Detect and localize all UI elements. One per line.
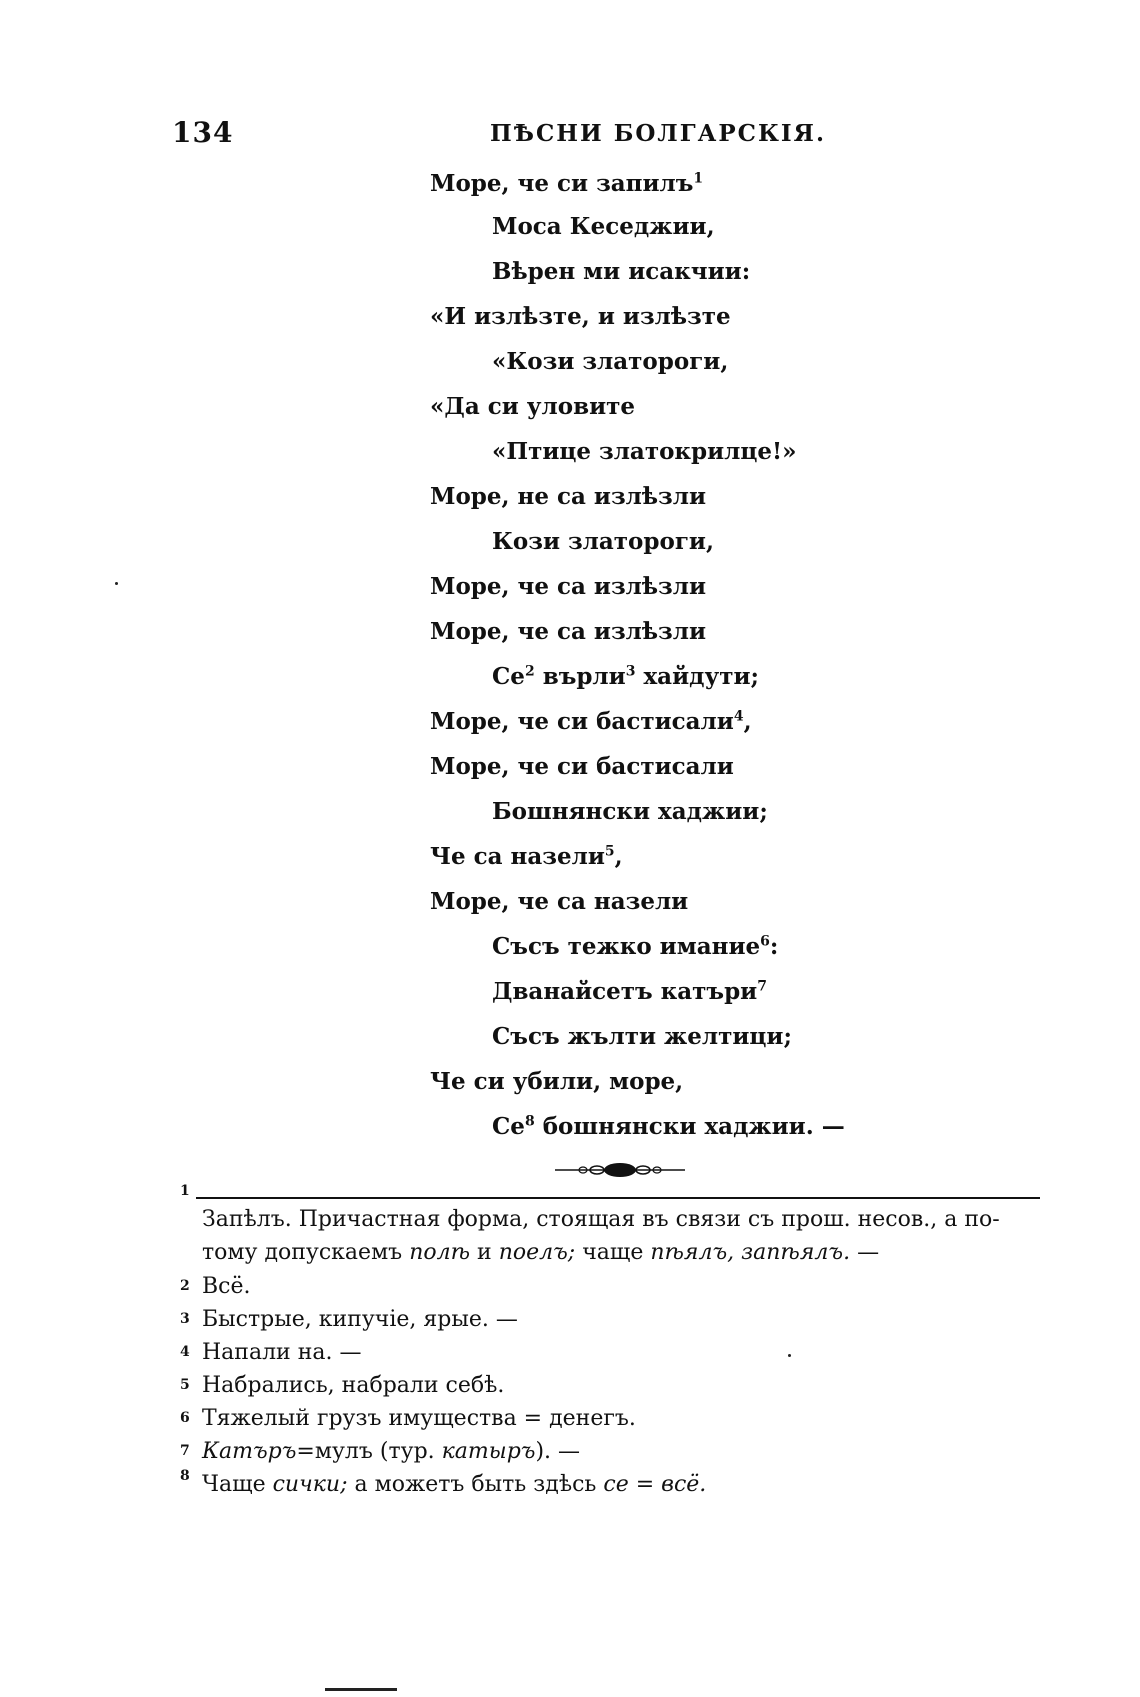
footnote-4: Напали на. — [202,1340,362,1365]
footnote-rule [196,1197,1040,1199]
verse-line: Моса Кеседжии, [492,213,715,240]
footnote-number: 7 [180,1443,190,1459]
footnote-8: Чаще сички; а можетъ быть здѣсь се = всё. [202,1472,707,1497]
verse-line: «Кози златороги, [492,348,729,375]
footnote-number: 5 [180,1377,190,1393]
verse-line: Море, че си бастисали$^4$, [430,708,752,735]
verse-line: «Птице златокрилце!» [492,438,797,465]
footnote-number: 8 [180,1468,190,1484]
verse-line: «Да си уловите [430,393,636,420]
verse-line: Море, че си бастисали [430,753,734,780]
verse-line: Бошнянски хаджии; [492,798,768,825]
ornament-divider-icon [555,1160,685,1180]
verse-line: Вѣрен ми исакчии: [492,258,751,285]
verse-line: Море, не са излѣзли [430,483,706,510]
footnote-5: Набрались, набрали себѣ. [202,1373,505,1398]
verse-line: $Се^8$ бошнянски хаджии. — [492,1113,845,1140]
print-speck [788,1354,791,1357]
verse-line: Море, че са излѣзли [430,618,706,645]
footnote-6: Тяжелый грузъ имущества = денегъ. [202,1406,636,1431]
footnote-number: 6 [180,1410,190,1426]
bottom-rule [325,1688,397,1691]
footnote-rule-marker: 1 [180,1183,190,1199]
footnote-number: 3 [180,1311,190,1327]
verse-line: Море, че са излѣзли [430,573,706,600]
footnote-2: Всё. [202,1274,251,1299]
footnote-number: 2 [180,1278,190,1294]
verse-line: Че си убили, море, [430,1068,684,1095]
verse-line: «И излѣзте, и излѣзте [430,303,731,330]
running-title: ПѢСНИ БОЛГАРСКІЯ. [490,120,826,147]
verse-line: Съсъ тежко имание$^6$: [492,933,779,960]
print-speck [115,582,118,585]
verse-line: $Се^2$ върли$^3$ хайдути; [492,663,759,690]
footnote-number: 4 [180,1344,190,1360]
footnote-1: Запѣлъ. Причастная форма, стоящая въ связи съ прош. несов., а по- [202,1207,1000,1232]
verse-line: Дванайсетъ катъри$^7$ [492,978,767,1005]
verse-line: Съсъ жълти желтици; [492,1023,792,1050]
footnote-1-continued: тому допускаемъ полѣ и поелъ; чаще пѣялъ, запѣялъ. — [202,1240,880,1265]
verse-line: Кози златороги, [492,528,714,555]
footnote-7: Катъръ=мулъ (тур. катыръ). — [202,1439,581,1464]
verse-line: Че са назели$^5$, [430,843,623,870]
verse-line: Море, че си запилъ$^1$ [430,170,704,197]
footnote-3: Быстрые, кипучіе, ярые. — [202,1307,518,1332]
verse-line: Море, че са назели [430,888,689,915]
page-number: 134 [172,116,234,149]
